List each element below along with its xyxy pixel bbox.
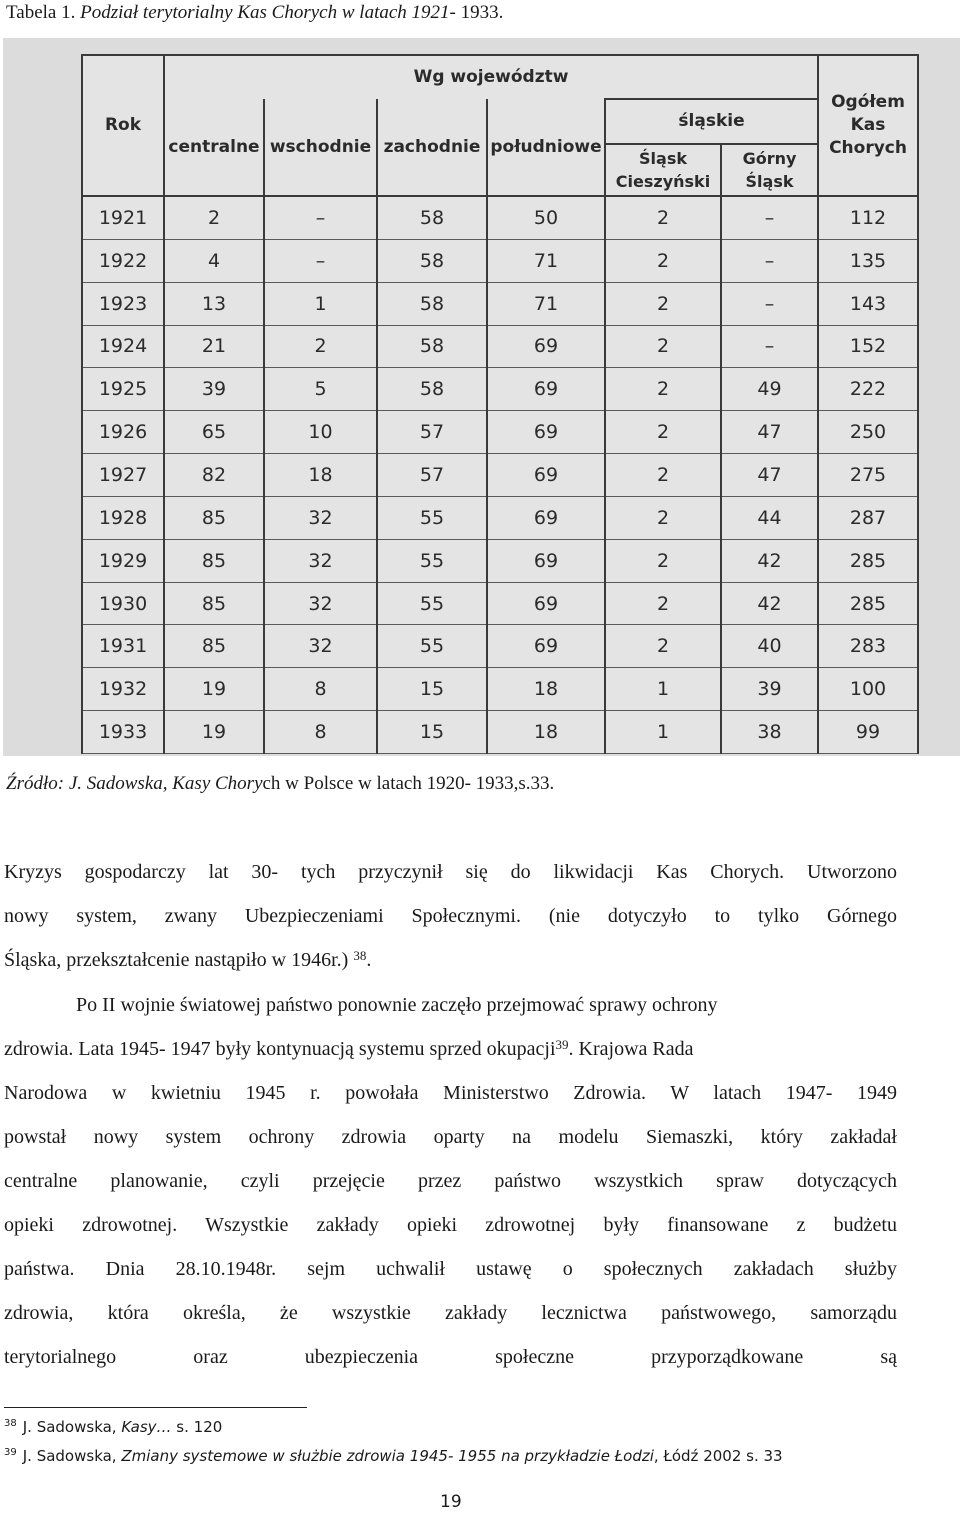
table-body: [82, 196, 918, 754]
table-row: [82, 239, 918, 282]
caption-prefix: Tabela 1.: [6, 2, 81, 23]
table-cell: 2: [605, 582, 721, 625]
table-cell: 2: [605, 282, 721, 325]
table-cell: 2: [605, 196, 721, 239]
table-row: [82, 496, 918, 539]
table-cell: 1928: [82, 496, 164, 539]
table-cell: 100: [818, 668, 918, 711]
table-cell: 69: [487, 325, 605, 368]
paragraph-2: [4, 983, 897, 1379]
table-cell: 1925: [82, 368, 164, 411]
table-caption: [6, 2, 503, 24]
table-cell: 287: [818, 496, 918, 539]
table-cell: 58: [377, 282, 487, 325]
table-row: [82, 282, 918, 325]
table-cell: 82: [164, 454, 264, 497]
table-row: [82, 368, 918, 411]
table-cell: 2: [605, 454, 721, 497]
table-cell: 71: [487, 282, 605, 325]
table-cell: 69: [487, 454, 605, 497]
table-cell: 1924: [82, 325, 164, 368]
table-cell: 58: [377, 239, 487, 282]
table-cell: 1: [264, 282, 377, 325]
source-line: [6, 773, 554, 795]
table-cell: 285: [818, 582, 918, 625]
table-cell: 65: [164, 411, 264, 454]
footnote-ref-38: 38: [353, 948, 367, 963]
table-cell: 1933: [82, 711, 164, 754]
table-cell: 1: [605, 668, 721, 711]
table-cell: 4: [164, 239, 264, 282]
footnote-39-number: 39: [4, 1447, 17, 1458]
table-cell: 32: [264, 539, 377, 582]
table-row: [82, 454, 918, 497]
table-row: [82, 625, 918, 668]
table-cell: 2: [164, 196, 264, 239]
table-cell: 69: [487, 496, 605, 539]
paragraph-2-line-2-end: . Krajowa Rada: [568, 1038, 694, 1060]
caption-title: Podział terytorialny Kas Chorych w latach 1921-: [80, 2, 456, 23]
table-cell: 55: [377, 539, 487, 582]
table-cell: –: [264, 239, 377, 282]
table-row: [82, 411, 918, 454]
table-cell: 58: [377, 368, 487, 411]
header-poludniowe: południowe: [487, 99, 605, 196]
footnote-38-author: J. Sadowska,: [22, 1418, 122, 1436]
table-cell: 55: [377, 625, 487, 668]
table-cell: 15: [377, 668, 487, 711]
table-cell: 85: [164, 582, 264, 625]
table-cell: 39: [721, 668, 818, 711]
table-cell: 2: [605, 325, 721, 368]
table-cell: 1: [605, 711, 721, 754]
caption-suffix: 1933.: [455, 2, 504, 23]
table-cell: 283: [818, 625, 918, 668]
table-cell: 2: [605, 368, 721, 411]
table-cell: 47: [721, 454, 818, 497]
table-cell: 85: [164, 625, 264, 668]
table-cell: 2: [605, 411, 721, 454]
table-cell: 2: [605, 539, 721, 582]
footnote-38-page: s. 120: [171, 1418, 223, 1436]
footnote-39: [4, 1447, 783, 1465]
table-cell: 18: [487, 711, 605, 754]
header-wg-wojewodztw: Wg województw: [164, 55, 818, 99]
table-cell: –: [721, 282, 818, 325]
header-slaskie: śląskie: [605, 99, 818, 144]
table-cell: 1929: [82, 539, 164, 582]
header-rok: Rok: [82, 55, 164, 196]
table-cell: 58: [377, 196, 487, 239]
table-row: [82, 539, 918, 582]
table-row: [82, 582, 918, 625]
table-cell: 1922: [82, 239, 164, 282]
table-cell: 222: [818, 368, 918, 411]
table-cell: 19: [164, 711, 264, 754]
table-cell: 1921: [82, 196, 164, 239]
footnote-38: [4, 1418, 222, 1436]
table-cell: 8: [264, 668, 377, 711]
paragraph-2-line-3: Narodowa w kwietniu 1945 r. powołała Ministerstwo Zdrowia. W latach 1947- 1949: [4, 1082, 897, 1104]
table-cell: 50: [487, 196, 605, 239]
table-photo: [3, 38, 960, 756]
paragraph-1: [4, 850, 897, 982]
table-cell: 5: [264, 368, 377, 411]
table-row: [82, 325, 918, 368]
table-cell: 55: [377, 582, 487, 625]
table-cell: 69: [487, 582, 605, 625]
table-cell: 57: [377, 411, 487, 454]
page-number: 19: [440, 1492, 462, 1512]
table-cell: 21: [164, 325, 264, 368]
table-cell: 13: [164, 282, 264, 325]
paragraph-2-line-6: opieki zdrowotnej. Wszystkie zakłady opieki zdrowotnej były finansowane z budżetu: [4, 1214, 897, 1236]
source-italic: Źródło: J. Sadowska, Kasy Chory: [6, 773, 263, 794]
footnote-separator: [4, 1407, 307, 1408]
table-cell: 39: [164, 368, 264, 411]
table-cell: 32: [264, 582, 377, 625]
table-cell: 1932: [82, 668, 164, 711]
table-cell: 250: [818, 411, 918, 454]
source-rest: ch w Polsce w latach 1920- 1933,s.33.: [262, 773, 555, 794]
paragraph-1-line-3-end: .: [366, 949, 372, 971]
table-cell: 69: [487, 368, 605, 411]
table-cell: 10: [264, 411, 377, 454]
table-row: [82, 668, 918, 711]
table-cell: 69: [487, 539, 605, 582]
table-cell: 1927: [82, 454, 164, 497]
table-cell: 8: [264, 711, 377, 754]
table-cell: 32: [264, 625, 377, 668]
table-cell: 2: [605, 625, 721, 668]
table-cell: 1931: [82, 625, 164, 668]
paragraph-1-line-2: nowy system, zwany Ubezpieczeniami Społecznymi. (nie dotyczyło to tylko Górnego: [4, 905, 897, 927]
table-cell: 18: [264, 454, 377, 497]
footnote-38-number: 38: [4, 1418, 17, 1429]
table-cell: 18: [487, 668, 605, 711]
paragraph-1-line-3-text: Śląska, przekształcenie nastąpiło w 1946r.): [4, 949, 354, 971]
paragraph-2-line-1: Po II wojnie światowej państwo ponownie zaczęło przejmować sprawy ochrony: [76, 994, 718, 1016]
paragraph-2-line-2-text: zdrowia. Lata 1945- 1947 były kontynuacją systemu sprzed okupacji: [4, 1038, 556, 1060]
paragraph-2-line-9: terytorialnego oraz ubezpieczenia społeczne przyporządkowane są: [4, 1346, 897, 1368]
table-cell: 99: [818, 711, 918, 754]
table-cell: 275: [818, 454, 918, 497]
table-cell: 44: [721, 496, 818, 539]
header-zachodnie: zachodnie: [377, 99, 487, 196]
table-cell: 69: [487, 625, 605, 668]
table-cell: 40: [721, 625, 818, 668]
table-cell: 85: [164, 539, 264, 582]
table-cell: –: [264, 196, 377, 239]
table-cell: 32: [264, 496, 377, 539]
table-cell: 57: [377, 454, 487, 497]
footnote-ref-39: 39: [555, 1037, 569, 1052]
table-row: [82, 711, 918, 754]
table-cell: 58: [377, 325, 487, 368]
table-cell: 71: [487, 239, 605, 282]
table-cell: 2: [605, 239, 721, 282]
footnote-39-author: J. Sadowska,: [22, 1447, 122, 1465]
table-cell: 2: [605, 496, 721, 539]
table-cell: 15: [377, 711, 487, 754]
paragraph-2-line-2: [4, 1027, 897, 1071]
table-cell: –: [721, 325, 818, 368]
footnote-38-title: Kasy…: [121, 1418, 172, 1436]
table-cell: 285: [818, 539, 918, 582]
table-row: [82, 196, 918, 239]
header-wschodnie: wschodnie: [264, 99, 377, 196]
footnote-39-title: Zmiany systemowe w służbie zdrowia 1945- 1955 na przykładzie Łodzi: [121, 1447, 654, 1465]
table-cell: 49: [721, 368, 818, 411]
table-cell: –: [721, 239, 818, 282]
header-gorny-slask: Górny Śląsk: [721, 144, 818, 196]
table-cell: 42: [721, 539, 818, 582]
table-cell: 69: [487, 411, 605, 454]
footnote-39-place: , Łódź 2002 s. 33: [653, 1447, 783, 1465]
table-cell: 1923: [82, 282, 164, 325]
table-cell: 143: [818, 282, 918, 325]
paragraph-1-line-3: [4, 938, 897, 982]
header-slask-cieszynski: Śląsk Cieszyński: [605, 144, 721, 196]
table-cell: 38: [721, 711, 818, 754]
table-cell: 2: [264, 325, 377, 368]
table-cell: 152: [818, 325, 918, 368]
table-cell: –: [721, 196, 818, 239]
paragraph-2-line-8: zdrowia, która określa, że wszystkie zakłady lecznictwa państwowego, samorządu: [4, 1302, 897, 1324]
header-centralne: centralne: [164, 99, 264, 196]
paragraph-2-line-5: centralne planowanie, czyli przejęcie przez państwo wszystkich spraw dotyczących: [4, 1170, 897, 1192]
table-cell: 42: [721, 582, 818, 625]
paragraph-2-line-7: państwa. Dnia 28.10.1948r. sejm uchwalił ustawę o społecznych zakładach służby: [4, 1258, 897, 1280]
table-cell: 19: [164, 668, 264, 711]
table-cell: 47: [721, 411, 818, 454]
paragraph-1-line-1: Kryzys gospodarczy lat 30- tych przyczynił się do likwidacji Kas Chorych. Utworzono: [4, 861, 897, 883]
table-cell: 112: [818, 196, 918, 239]
health-funds-table: [81, 54, 919, 754]
table-cell: 1926: [82, 411, 164, 454]
table-cell: 85: [164, 496, 264, 539]
paragraph-2-line-4: powstał nowy system ochrony zdrowia oparty na modelu Siemaszki, który zakładał: [4, 1126, 897, 1148]
header-ogolem: Ogółem Kas Chorych: [818, 55, 918, 196]
table-cell: 1930: [82, 582, 164, 625]
table-cell: 55: [377, 496, 487, 539]
table-cell: 135: [818, 239, 918, 282]
